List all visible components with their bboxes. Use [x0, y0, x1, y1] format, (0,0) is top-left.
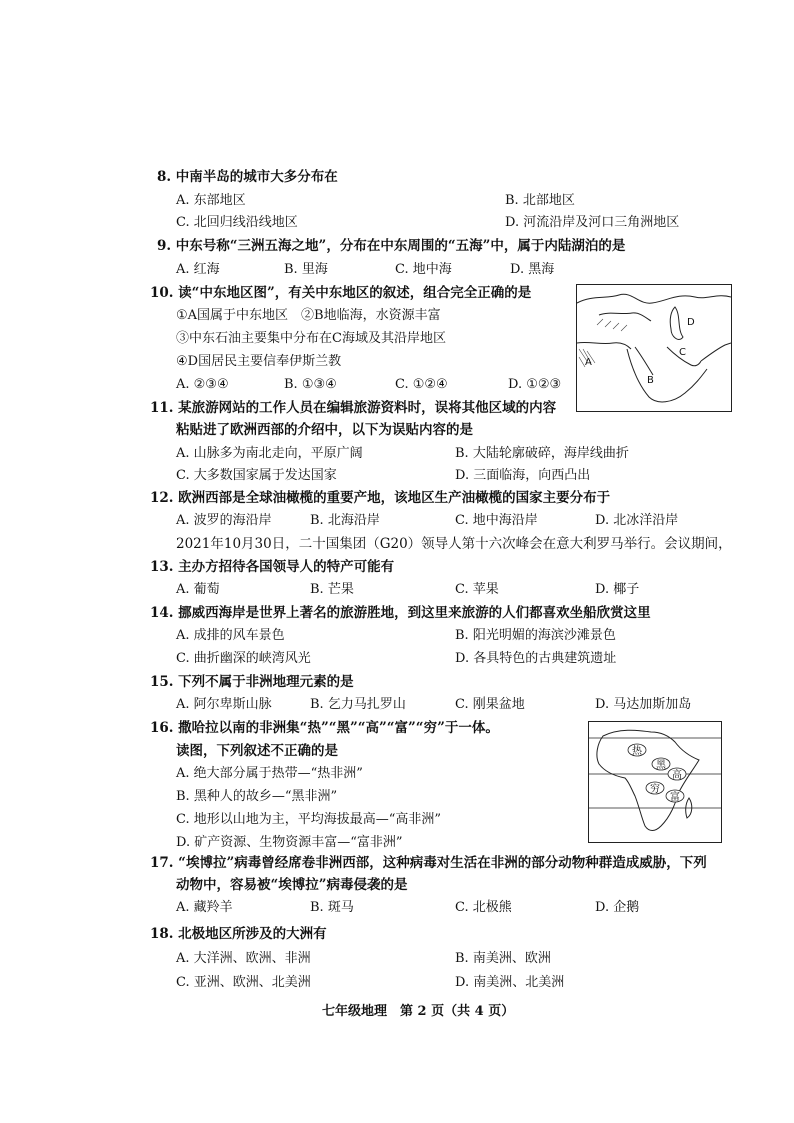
q8-option-a: A. 东部地区	[176, 193, 246, 208]
page-footer: 七年级地理 第 2 页（共 4 页）	[322, 1004, 515, 1019]
q14-option-c: C. 曲折幽深的峡湾风光	[176, 651, 311, 666]
q17-stem-line2: 动物中，容易被“埃博拉”病毒侵袭的是	[176, 877, 408, 893]
africa-map	[588, 721, 722, 843]
q16-option-a: A. 绝大部分属于热带—“热非洲”	[176, 766, 363, 781]
q13-option-d: D. 椰子	[595, 582, 640, 597]
middle-east-map	[576, 284, 732, 412]
q9-option-b: B. 里海	[284, 262, 328, 277]
q15-option-c: C. 刚果盆地	[455, 697, 525, 712]
q12-option-b: B. 北海沿岸	[310, 513, 380, 528]
q10-stem: 10. 读“中东地区图”，有关中东地区的叙述，组合完全正确的是	[150, 285, 532, 301]
map-label-c: C	[679, 347, 686, 358]
q15-option-b: B. 乞力马扎罗山	[310, 697, 406, 712]
map-label-a: A	[585, 357, 592, 368]
q13-stem: 13. 主办方招待各国领导人的特产可能有	[150, 559, 395, 575]
q10-option-b: B. ①③④	[284, 377, 337, 392]
g20-context: 2021年10月30日，二十国集团（G20）领导人第十六次峰会在意大利罗马举行。会议期间，	[176, 536, 732, 552]
q12-stem: 12. 欧洲西部是全球油橄榄的重要产地，该地区生产油橄榄的国家主要分布于	[150, 490, 611, 506]
q9-stem: 9. 中东号称“三洲五海之地”，分布在中东周围的“五海”中，属于内陆湖泊的是	[157, 238, 626, 254]
q12-option-a: A. 波罗的海沿岸	[176, 513, 272, 528]
q15-stem: 15. 下列不属于非洲地理元素的是	[150, 674, 354, 690]
q14-option-d: D. 各具特色的古典建筑遗址	[455, 651, 617, 666]
q9-option-a: A. 红海	[176, 262, 220, 277]
q11-stem-line1: 11. 某旅游网站的工作人员在编辑旅游资料时，误将其他区域的内容	[150, 400, 557, 416]
q11-option-c: C. 大多数国家属于发达国家	[176, 468, 337, 483]
q9-option-d: D. 黑海	[510, 262, 555, 277]
q15-option-d: D. 马达加斯加岛	[595, 697, 692, 712]
q10-option-c: C. ①②④	[395, 377, 448, 392]
q13-option-b: B. 芒果	[310, 582, 354, 597]
africa-label-hot: 热	[632, 746, 642, 757]
q18-option-b: B. 南美洲、欧洲	[455, 951, 551, 966]
q10-option-d: D. ①②③	[508, 377, 562, 392]
map-label-b: B	[647, 375, 654, 386]
q8-option-c: C. 北回归线沿线地区	[176, 215, 298, 230]
q12-option-c: C. 地中海沿岸	[455, 513, 538, 528]
q13-option-c: C. 苹果	[455, 582, 499, 597]
africa-label-high: 高	[672, 770, 682, 781]
q16-option-c: C. 地形以山地为主，平均海拔最高—“高非洲”	[176, 812, 442, 827]
q14-option-b: B. 阳光明媚的海滨沙滩景色	[455, 628, 616, 643]
map-label-d: D	[687, 317, 695, 328]
q17-option-b: B. 斑马	[310, 900, 354, 915]
q11-stem-line2: 粘贴进了欧洲西部的介绍中，以下为误贴内容的是	[176, 422, 473, 438]
q8-option-b: B. 北部地区	[505, 193, 575, 208]
q10-statement-3: ④D国居民主要信奉伊斯兰教	[176, 354, 342, 369]
q16-stem-line2: 读图，下列叙述不正确的是	[176, 743, 338, 759]
q11-option-d: D. 三面临海，向西凸出	[455, 468, 591, 483]
q9-option-c: C. 地中海	[395, 262, 452, 277]
q15-option-a: A. 阿尔卑斯山脉	[176, 697, 272, 712]
q18-stem: 18. 北极地区所涉及的大洲有	[150, 926, 327, 942]
q10-statement-1: ①A国属于中东地区 ②B地临海，水资源丰富	[176, 308, 441, 323]
q17-option-c: C. 北极熊	[455, 900, 512, 915]
q10-option-a: A. ②③④	[176, 377, 229, 392]
q17-option-a: A. 藏羚羊	[176, 900, 233, 915]
q18-option-c: C. 亚洲、欧洲、北美洲	[176, 975, 311, 990]
q10-statement-2: ③中东石油主要集中分布在C海域及其沿岸地区	[176, 331, 446, 346]
q14-option-a: A. 成排的风车景色	[176, 628, 285, 643]
q16-stem-line1: 16. 撒哈拉以南的非洲集“热”“黑”“高”“富”“穷”于一体。	[150, 720, 499, 736]
q14-stem: 14. 挪威西海岸是世界上著名的旅游胜地，到这里来旅游的人们都喜欢坐船欣赏这里	[150, 605, 651, 621]
africa-label-poor: 穷	[650, 784, 660, 795]
q17-option-d: D. 企鹅	[595, 900, 640, 915]
q8-stem: 8. 中南半岛的城市大多分布在	[157, 169, 338, 185]
q13-option-a: A. 葡萄	[176, 582, 220, 597]
q11-option-a: A. 山脉多为南北走向，平原广阔	[176, 446, 363, 461]
q11-option-b: B. 大陆轮廓破碎，海岸线曲折	[455, 446, 629, 461]
africa-label-rich: 富	[670, 792, 680, 803]
q18-option-d: D. 南美洲、北美洲	[455, 975, 565, 990]
africa-label-black: 黑	[656, 760, 666, 771]
q12-option-d: D. 北冰洋沿岸	[595, 513, 679, 528]
q18-option-a: A. 大洋洲、欧洲、非洲	[176, 951, 311, 966]
q8-option-d: D. 河流沿岸及河口三角洲地区	[505, 215, 680, 230]
q17-stem-line1: 17. “埃博拉”病毒曾经席卷非洲西部，这种病毒对生活在非洲的部分动物种群造成威胁，下列	[150, 855, 707, 871]
q16-option-b: B. 黑种人的故乡—“黑非洲”	[176, 789, 338, 804]
q16-option-d: D. 矿产资源、生物资源丰富—“富非洲”	[176, 835, 403, 850]
